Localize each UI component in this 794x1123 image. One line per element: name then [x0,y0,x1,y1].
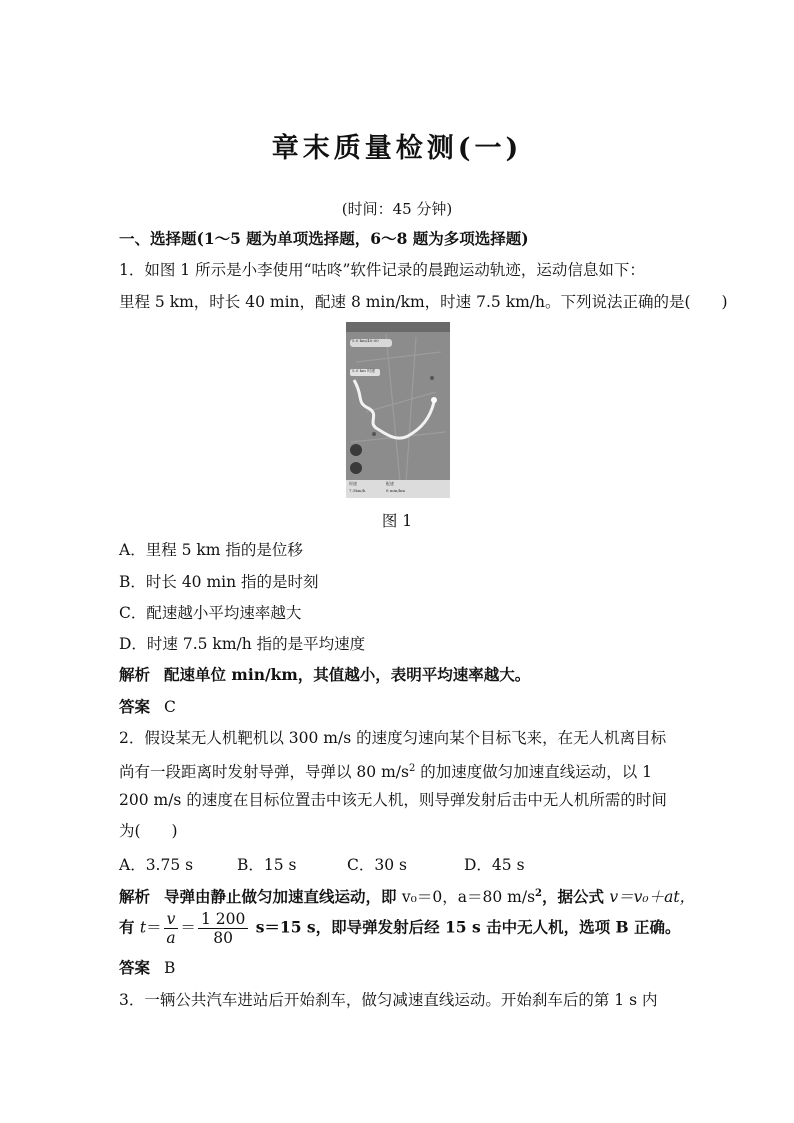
q2-option-d: D．45 s [464,856,525,874]
q2-line2-tail: s＝15 s，即导弹发射后经 15 s 击中无人机，选项 B 正确。 [250,917,681,937]
q2-fraction-v-a [164,910,179,947]
q2-analysis-line1 [119,884,695,907]
figure-caption: 图 1 [381,512,413,530]
q2-a-eq: a＝80 m/s [457,888,536,907]
q2-answer-value: B [164,959,176,977]
figure-speed-value: 7.5km/h [349,488,366,493]
q2-fraction-numeric [198,910,248,947]
q2-formula: v＝v₀＋at， [609,888,696,907]
q2-answer [119,958,175,978]
q2-stem-line2a: 尚有一段距离时发射导弹，导弹以 80 m/s [119,763,409,782]
q2-frac2-num: 1 200 [198,910,248,929]
q2-a-sup: 2 [535,888,542,899]
q2-stem-line4: 为( ) [119,822,178,840]
q2-option-b: B．15 s [237,856,297,874]
q1-answer-value: C [164,698,176,716]
q2-stem-line3: 200 m/s 的速度在目标位置击中该无人机，则导弹发射后击中无人机所需的时间 [119,791,667,809]
q2-v0-eq: v₀＝0， [401,888,458,907]
q2-eq2: ＝ [180,918,196,937]
q2-line2-lead: 有 [119,917,140,937]
figure-pace-label: 配速 [386,481,394,486]
q2-analysis-line2 [119,910,681,947]
q1-analysis-text: 配速单位 min/km，其值越小，表明平均速率越大。 [164,665,531,684]
map-image [346,322,450,498]
q1-option-b: B．时长 40 min 指的是时刻 [119,573,319,591]
figure-pace-value: 8 min/km [386,488,406,493]
q1-stem-line1: 1．如图 1 所示是小李使用“咕咚”软件记录的晨跑运动轨迹，运动信息如下： [119,261,645,279]
q1-option-d: D．时速 7.5 km/h 指的是平均速度 [119,635,366,653]
q1-answer-label: 答案 [119,697,151,716]
q2-option-a: A．3.75 s [119,856,194,874]
q2-option-c: C．30 s [347,856,407,874]
q2-analysis-label: 解析 [119,887,151,907]
q2-frac2-den: 80 [213,929,233,947]
figure-speed-label: 时速 [349,481,357,486]
q2-analysis-text1: 导弹由静止做匀加速直线运动，即 [164,887,402,907]
q2-stem-line2 [119,759,652,782]
q1-analysis [119,665,530,685]
q2-formula-lead: ，据公式 [542,887,610,907]
q1-option-c: C．配速越小平均速率越大 [119,604,302,622]
q1-answer [119,697,176,717]
q2-stem-line2b: 的加速度做匀加速直线运动，以 1 [415,763,653,782]
q1-option-a: A．里程 5 km 指的是位移 [119,541,303,559]
q2-stem-line1: 2．假设某无人机靶机以 300 m/s 的速度匀速向某个目标飞来，在无人机离目标 [119,729,667,747]
q2-t-var: t [139,918,147,937]
figure-tag1: 5.0 km/40:00 [352,338,379,343]
figure-tag2: 5.0 km 时速 [352,368,376,373]
page-title: 章末质量检测(一) [271,133,523,164]
section-heading: 一、选择题(1～5 题为单项选择题，6～8 题为多项选择题) [119,229,529,248]
q2-stem-sup: 2 [408,763,416,774]
q2-frac1-num: v [164,910,179,929]
q1-stem-line2: 里程 5 km，时长 40 min，配速 8 min/km，时速 7.5 km/h。下列说法正确的是( ) [119,293,728,311]
q2-answer-label: 答案 [119,958,151,977]
running-track-figure [346,322,450,498]
q2-eq1: ＝ [146,918,162,937]
q1-analysis-label: 解析 [119,665,151,684]
q2-frac1-den: a [166,929,176,947]
time-limit: (时间：45 分钟) [341,200,453,218]
q3-stem-line1: 3．一辆公共汽车进站后开始刹车，做匀减速直线运动。开始刹车后的第 1 s 内 [119,991,658,1009]
